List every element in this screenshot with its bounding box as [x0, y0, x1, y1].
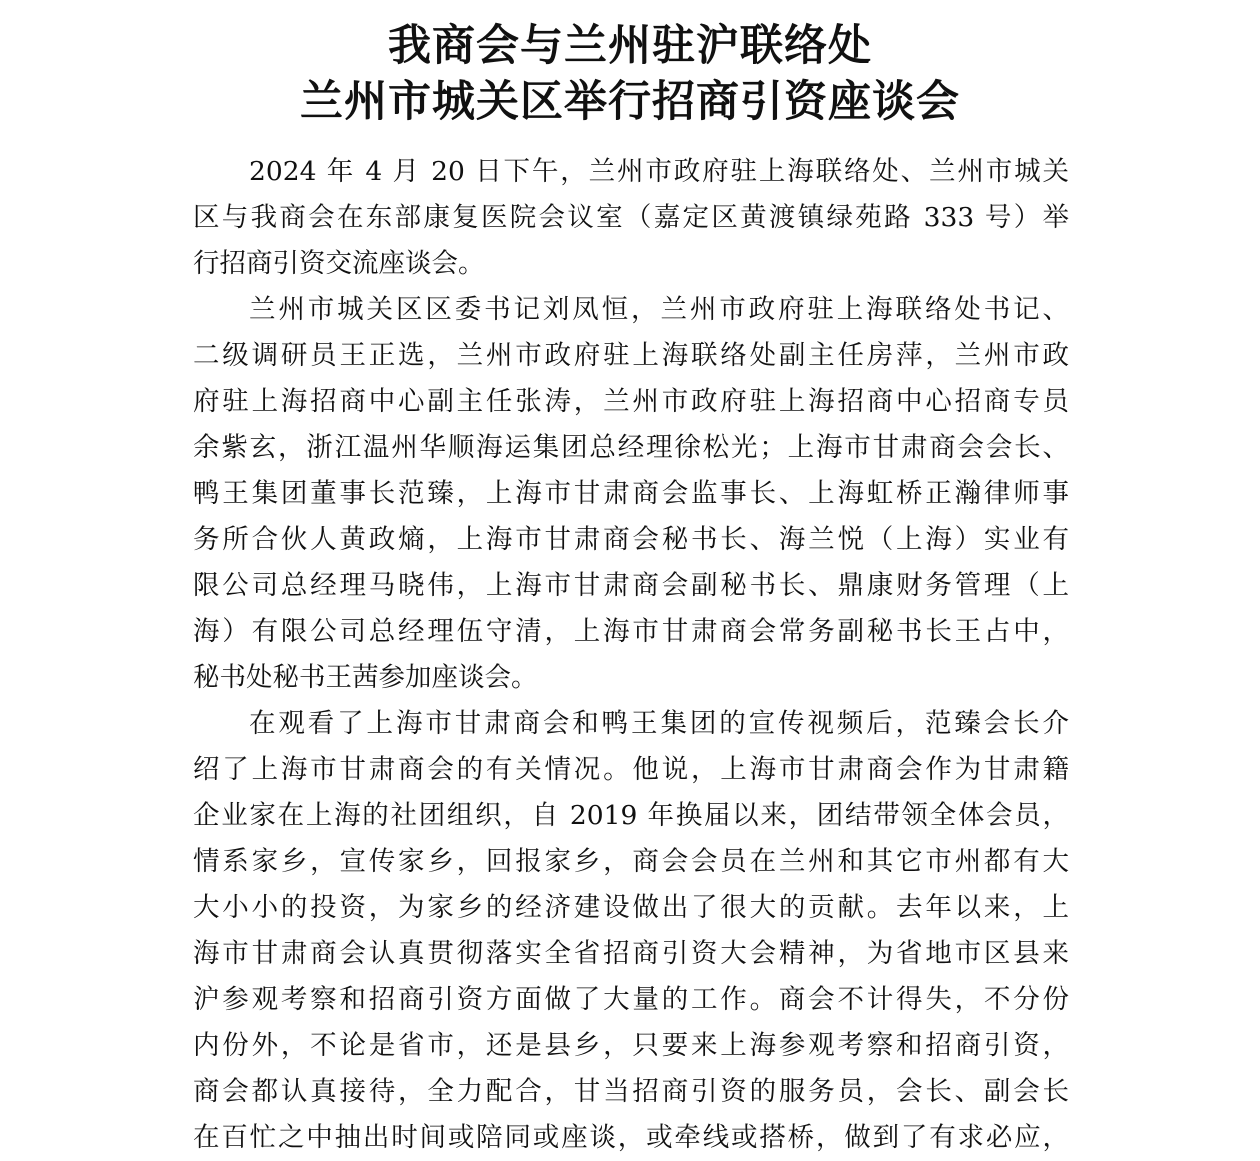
title-line-2: 兰州市城关区举行招商引资座谈会 — [300, 77, 960, 127]
body-line: 余紫玄，浙江温州华顺海运集团总经理徐松光；上海市甘肃商会会长、 — [193, 432, 1069, 463]
body-line: 绍了上海市甘肃商会的有关情况。他说，上海市甘肃商会作为甘肃籍 — [193, 754, 1069, 785]
article-body — [193, 149, 1069, 1161]
body-line: 企业家在上海的社团组织，自 2019 年换届以来，团结带领全体会员， — [193, 800, 1069, 831]
body-line: 大小小的投资，为家乡的经济建设做出了很大的贡献。去年以来，上 — [193, 892, 1069, 923]
article-title — [0, 18, 1260, 130]
title-line-1: 我商会与兰州驻沪联络处 — [388, 21, 872, 71]
body-line: 内份外，不论是省市，还是县乡，只要来上海参观考察和招商引资， — [193, 1030, 1069, 1061]
body-line: 行招商引资交流座谈会。 — [193, 248, 485, 279]
body-line: 鸭王集团董事长范臻，上海市甘肃商会监事长、上海虹桥正瀚律师事 — [193, 478, 1069, 509]
body-line: 二级调研员王正选，兰州市政府驻上海联络处副主任房萍，兰州市政 — [193, 340, 1069, 371]
body-line: 海）有限公司总经理伍守清，上海市甘肃商会常务副秘书长王占中， — [193, 616, 1069, 647]
body-line: 海市甘肃商会认真贯彻落实全省招商引资大会精神，为省地市区县来 — [193, 938, 1069, 969]
body-line: 区与我商会在东部康复医院会议室（嘉定区黄渡镇绿苑路 333 号）举 — [193, 202, 1069, 233]
body-line: 在百忙之中抽出时间或陪同或座谈，或牵线或搭桥，做到了有求必应， — [193, 1122, 1069, 1153]
body-line: 2024 年 4 月 20 日下午，兰州市政府驻上海联络处、兰州市城关 — [249, 156, 1069, 187]
body-line: 务所合伙人黄政熵，上海市甘肃商会秘书长、海兰悦（上海）实业有 — [193, 524, 1069, 555]
body-line: 秘书处秘书王茜参加座谈会。 — [193, 662, 538, 693]
body-line: 情系家乡，宣传家乡，回报家乡，商会会员在兰州和其它市州都有大 — [193, 846, 1069, 877]
body-line: 在观看了上海市甘肃商会和鸭王集团的宣传视频后，范臻会长介 — [249, 708, 1069, 739]
body-line: 兰州市城关区区委书记刘凤恒，兰州市政府驻上海联络处书记、 — [249, 294, 1069, 325]
body-line: 限公司总经理马晓伟，上海市甘肃商会副秘书长、鼎康财务管理（上 — [193, 570, 1069, 601]
body-line: 府驻上海招商中心副主任张涛，兰州市政府驻上海招商中心招商专员 — [193, 386, 1069, 417]
body-line: 商会都认真接待，全力配合，甘当招商引资的服务员，会长、副会长 — [193, 1076, 1069, 1107]
body-line: 沪参观考察和招商引资方面做了大量的工作。商会不计得失，不分份 — [193, 984, 1069, 1015]
